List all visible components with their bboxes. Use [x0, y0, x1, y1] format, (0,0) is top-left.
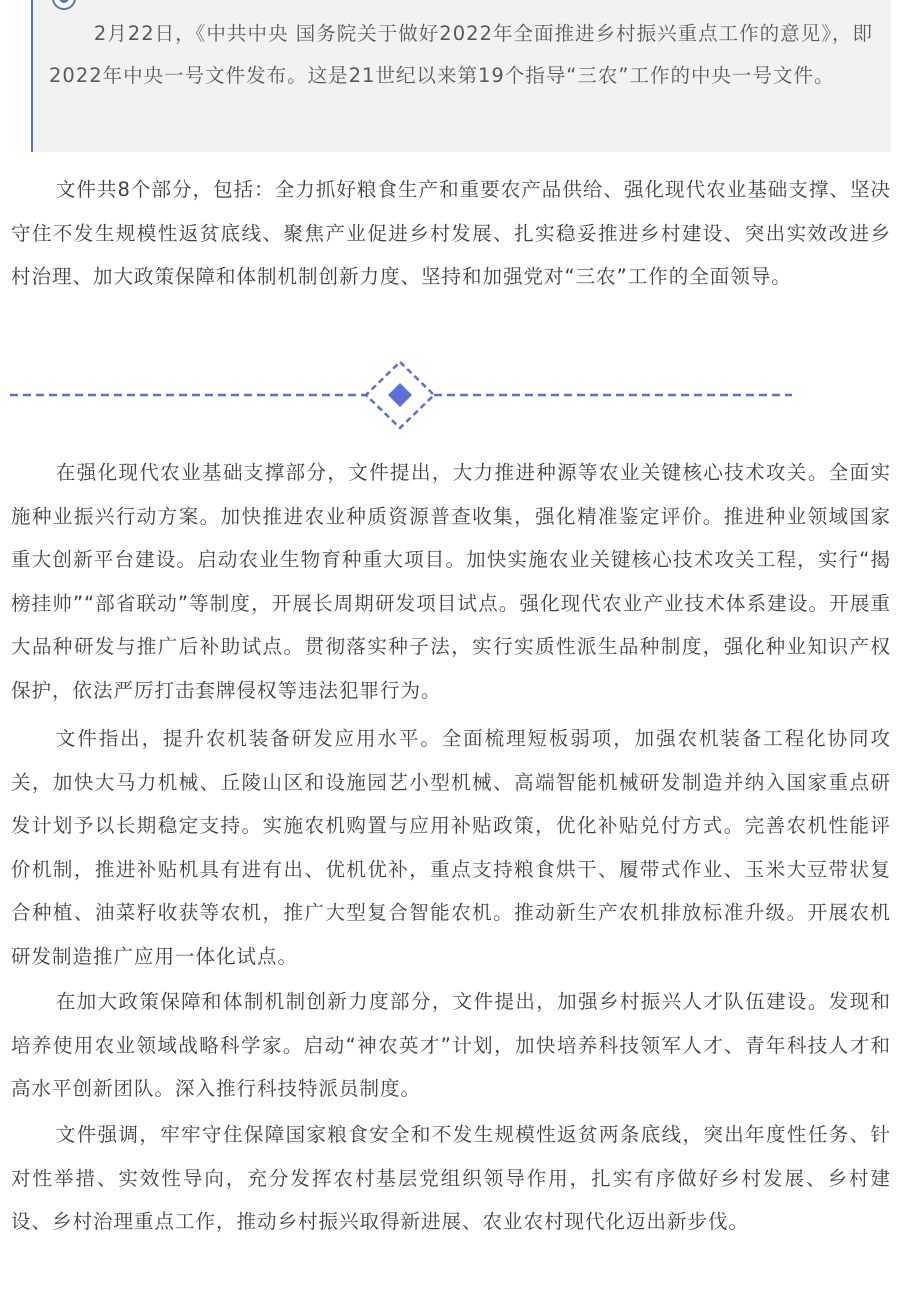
paragraph-talent: 在加大政策保障和体制机制创新力度部分，文件提出，加强乡村振兴人才队伍建设。发现和培养使用农业领域战略科学家。启动“神农英才”计划，加快培养科技领军人才、青年科技人才和高水平创新团队。深入推行科技特派员制度。	[11, 990, 891, 1100]
paragraph-parts-overview: 文件共8个部分，包括：全力抓好粮食生产和重要农产品供给、强化现代农业基础支撑、坚决守住不发生规模性返贫底线、聚焦产业促进乡村发展、扎实稳妥推进乡村建设、突出实效改进乡村治理、加大政策保障和体制机制创新力度、坚持和加强党对“三农”工作的全面领导。	[11, 178, 891, 288]
intro-text: 2月22日，《中共中央 国务院关于做好2022年全面推进乡村振兴重点工作的意见》，即2022年中央一号文件发布。这是21世纪以来第19个指导“三农”工作的中央一号文件。	[49, 22, 873, 87]
intro-quote-box	[31, 0, 891, 152]
circle-dot-icon	[52, 0, 76, 10]
paragraph-bottom-lines: 文件强调，牢牢守住保障国家粮食安全和不发生规模性返贫两条底线，突出年度性任务、针对性举措、实效性导向，充分发挥农村基层党组织领导作用，扎实有序做好乡村发展、乡村建设、乡村治理重点工作，推动乡村振兴取得新进展、农业农村现代化迈出新步伐。	[11, 1123, 891, 1233]
paragraph-seed-industry: 在强化现代农业基础支撑部分，文件提出，大力推进种源等农业关键核心技术攻关。全面实施种业振兴行动方案。加快推进农业种质资源普查收集，强化精准鉴定评价。推进种业领域国家重大创新平台建设。启动农业生物育种重大项目。加快实施农业关键核心技术攻关工程，实行“揭榜挂帅”“部省联动”等制度，开展长周期研发项目试点。强化现代农业产业技术体系建设。开展重大品种研发与推广后补助试点。贯彻落实种子法，实行实质性派生品种制度，强化种业知识产权保护，依法严厉打击套牌侵权等违法犯罪行为。	[11, 461, 891, 702]
section-divider	[10, 360, 792, 430]
paragraph-agricultural-machinery: 文件指出，提升农机装备研发应用水平。全面梳理短板弱项，加强农机装备工程化协同攻关，加快大马力机械、丘陵山区和设施园艺小型机械、高端智能机械研发制造并纳入国家重点研发计划予以长期稳定支持。实施农机购置与应用补贴政策，优化补贴兑付方式。完善农机性能评价机制，推进补贴机具有进有出、优机优补，重点支持粮食烘干、履带式作业、玉米大豆带状复合种植、油菜籽收获等农机，推广大型复合智能农机。推动新生产农机排放标准升级。开展农机研发制造推广应用一体化试点。	[11, 727, 891, 968]
diamond-icon	[388, 383, 412, 407]
